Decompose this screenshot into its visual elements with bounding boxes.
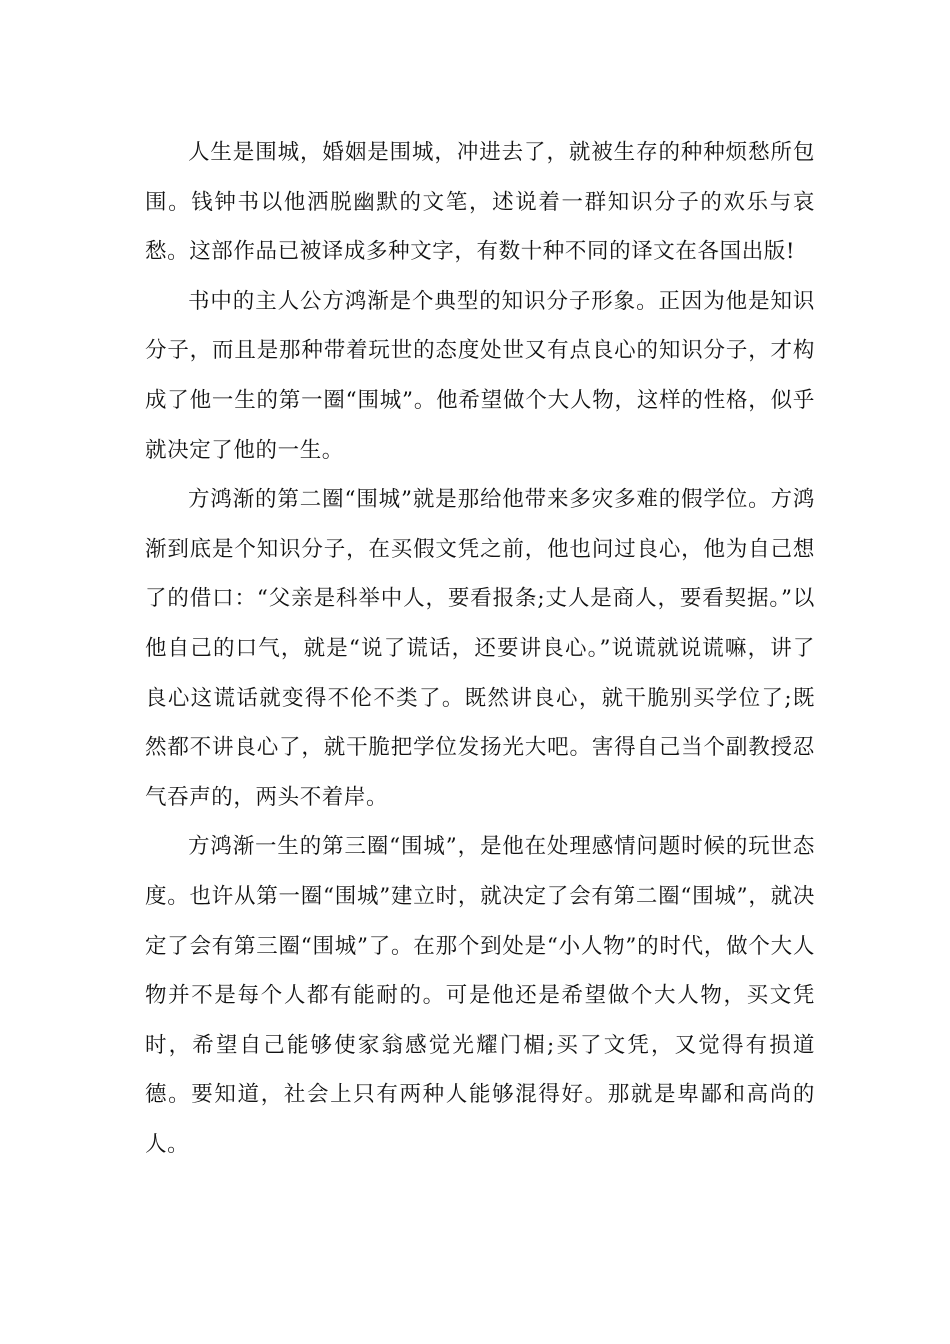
paragraph-1: 人生是围城，婚姻是围城，冲进去了，就被生存的种种烦愁所包围。钱钟书以他洒脱幽默的文笔，述说着一群知识分子的欢乐与哀愁。这部作品已被译成多种文字，有数十种不同的译文在各国出版! <box>145 140 815 265</box>
paragraph-3: 方鸿渐的第二圈“围城”就是那给他带来多灾多难的假学位。方鸿渐到底是个知识分子，在买假文凭之前，他也问过良心，他为自己想了的借口：“父亲是科举中人，要看报条;丈人是商人，要看契据。”以他自己的口气，就是“说了谎话，还要讲良心。”说谎就说谎嘛，讲了良心这谎话就变得不伦不类了。既然讲良心，就干脆别买学位了;既然都不讲良心了，就干脆把学位发扬光大吧。害得自己当个副教授忍气吞声的，两头不着岸。 <box>145 487 815 810</box>
paragraph-4: 方鸿渐一生的第三圈“围城”，是他在处理感情问题时候的玩世态度。也许从第一圈“围城”建立时，就决定了会有第二圈“围城”，就决定了会有第三圈“围城”了。在那个到处是“小人物”的时代，做个大人物并不是每个人都有能耐的。可是他还是希望做个大人物，买文凭时，希望自己能够使家翁感觉光耀门楣;买了文凭，又觉得有损道德。要知道，社会上只有两种人能够混得好。那就是卑鄙和高尚的人。 <box>145 834 815 1157</box>
paragraph-2: 书中的主人公方鸿渐是个典型的知识分子形象。正因为他是知识分子，而且是那种带着玩世的态度处世又有点良心的知识分子，才构成了他一生的第一圈“围城”。他希望做个大人物，这样的性格，似乎就决定了他的一生。 <box>145 288 815 463</box>
document-body <box>145 128 815 1169</box>
